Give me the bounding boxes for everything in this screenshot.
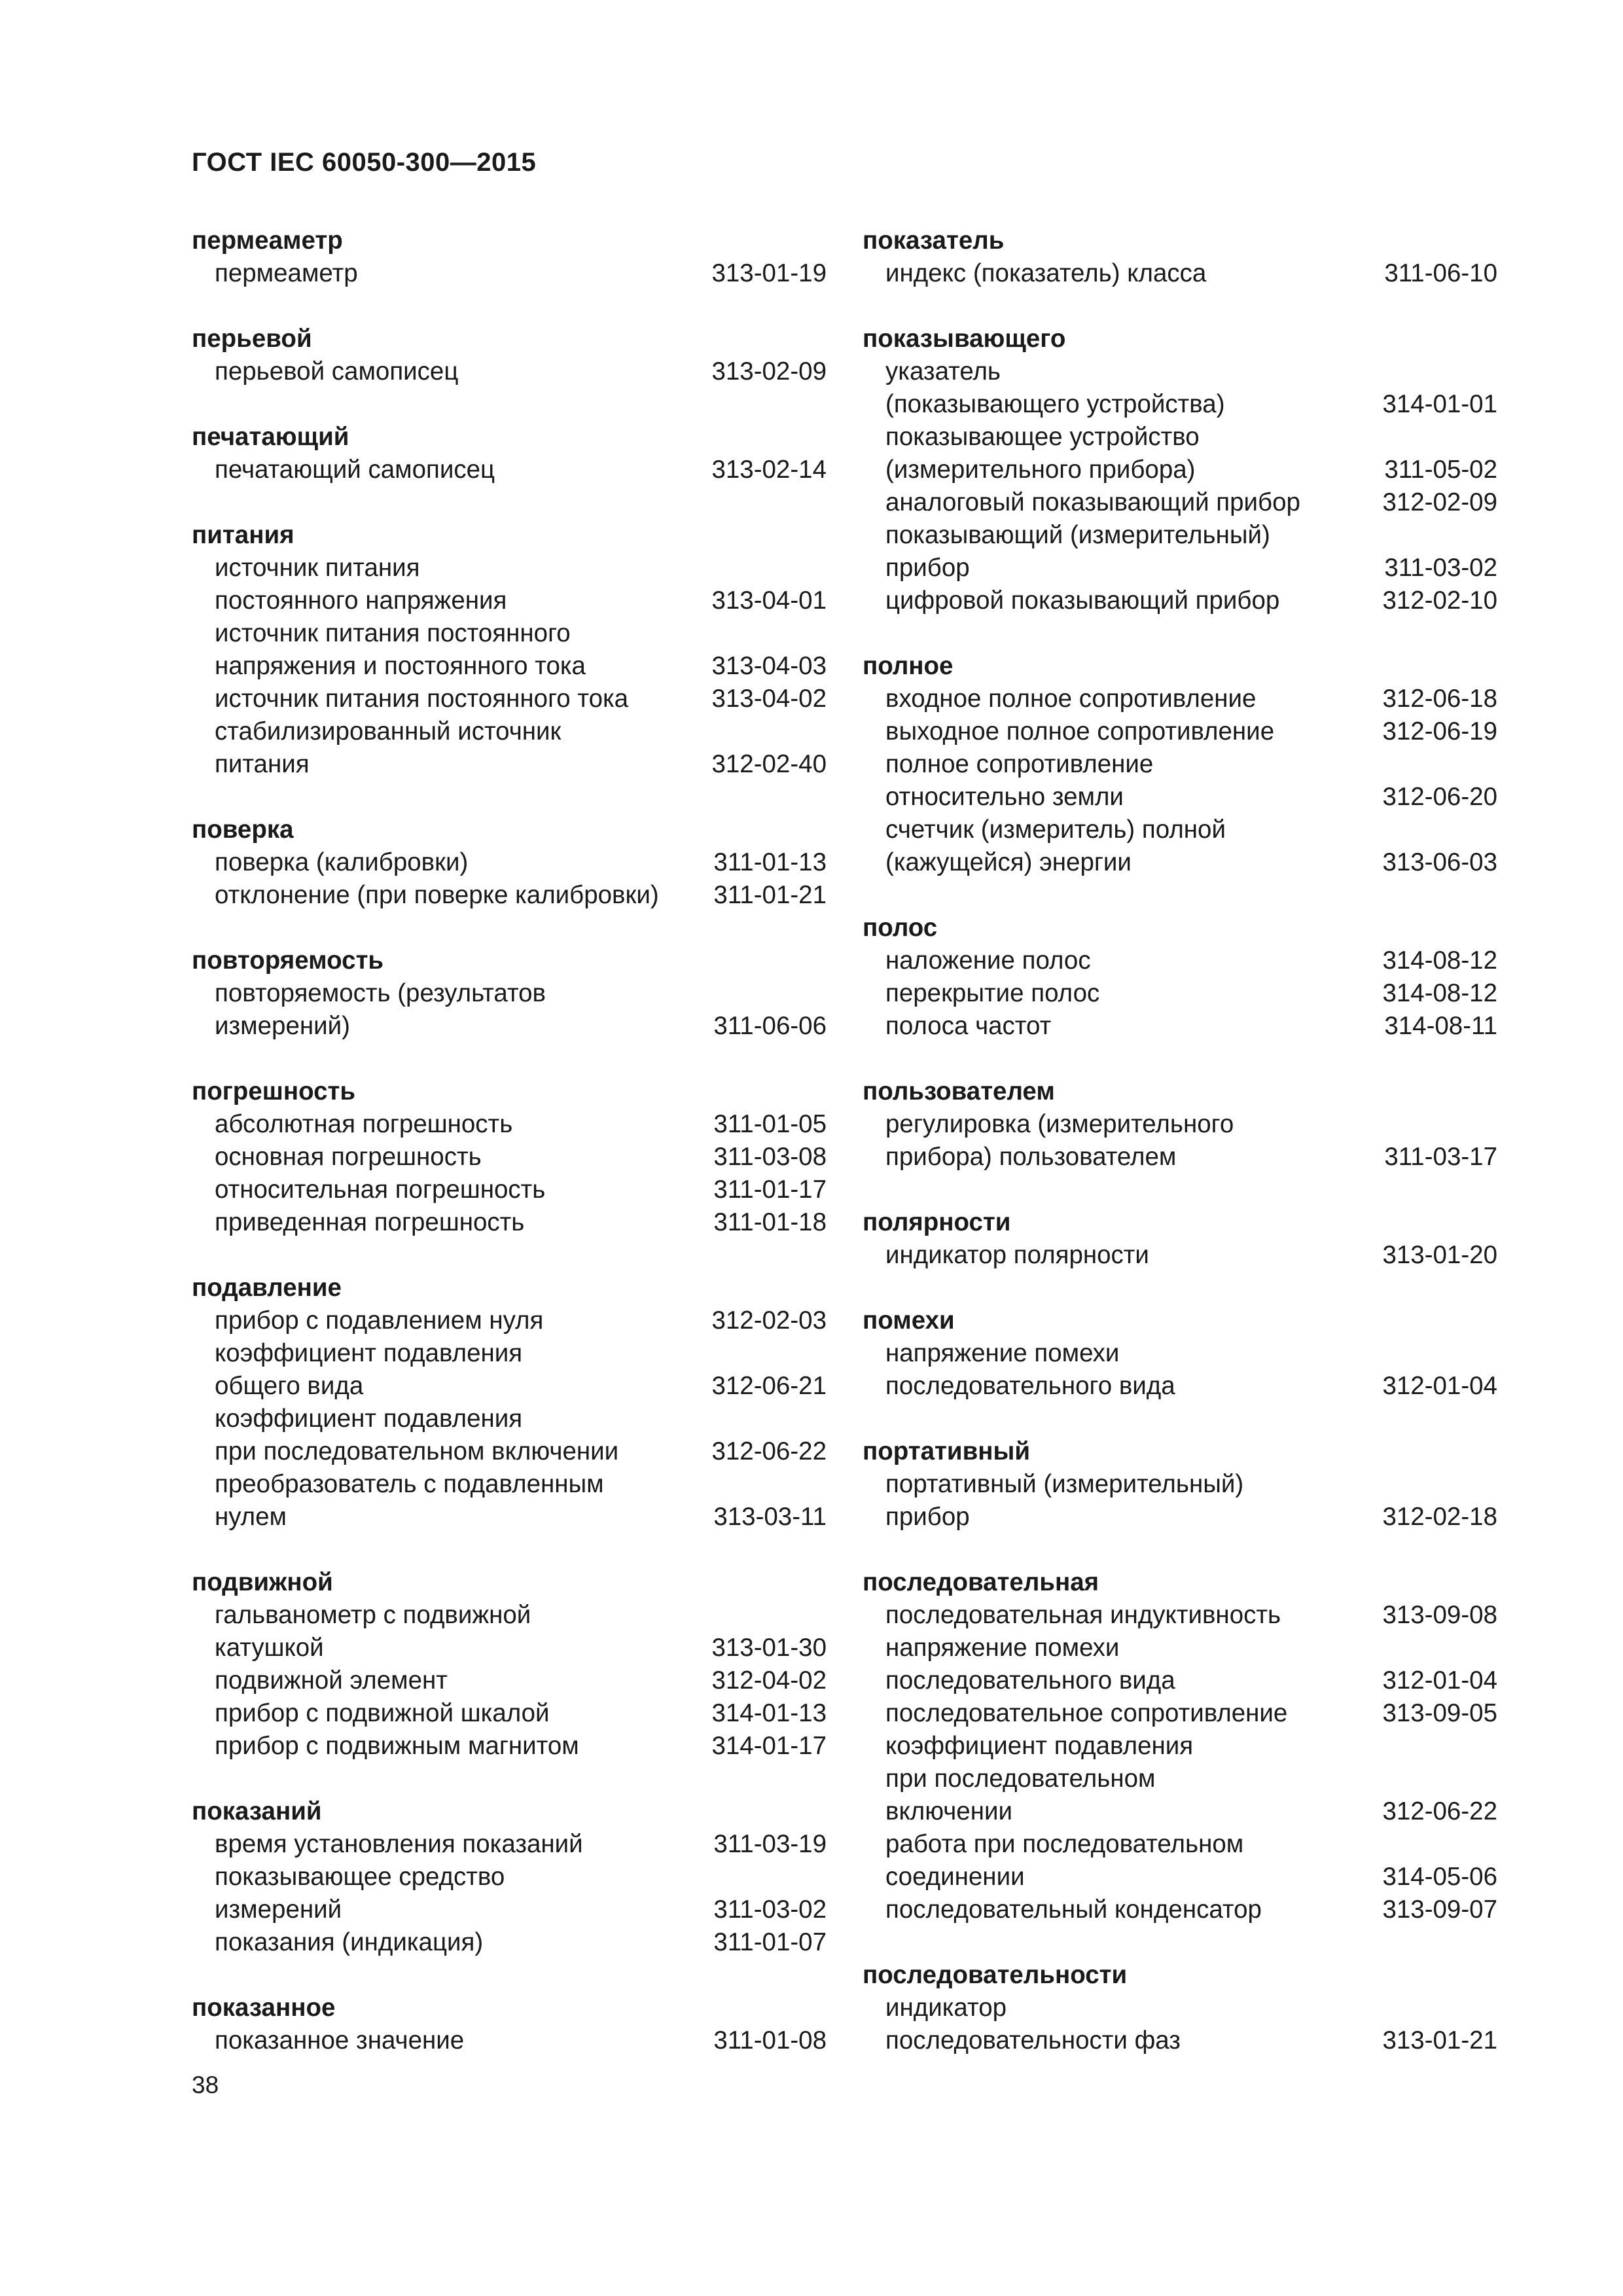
entry-term bbox=[192, 683, 705, 715]
index-group bbox=[192, 1795, 827, 1959]
group-heading: подвижной bbox=[192, 1568, 333, 1596]
index-entry bbox=[863, 748, 1497, 814]
entry-term bbox=[192, 1304, 705, 1337]
entry-term bbox=[192, 1206, 705, 1239]
index-entry bbox=[863, 1010, 1497, 1043]
index-group bbox=[192, 224, 827, 290]
term-line: прибора) пользователем bbox=[885, 1143, 1177, 1171]
index-group bbox=[863, 912, 1497, 1043]
term-line: коэффициент подавления bbox=[215, 1339, 523, 1367]
term-line: выходное полное сопротивление bbox=[885, 717, 1275, 745]
group-heading: пермеаметр bbox=[192, 226, 343, 255]
entry-term bbox=[192, 454, 705, 486]
term-line: портативный (измерительный) bbox=[885, 1470, 1244, 1498]
term-line: напряжения и постоянного тока bbox=[215, 652, 586, 680]
term-line: наложение полос bbox=[885, 946, 1091, 975]
entry-code: 313-04-02 bbox=[711, 685, 827, 713]
entry-term bbox=[192, 846, 705, 879]
entry-code: 311-01-13 bbox=[713, 848, 827, 876]
term-line: источник питания постоянного bbox=[215, 619, 571, 647]
index-column-left bbox=[192, 224, 827, 2090]
index-entry bbox=[863, 421, 1497, 486]
index-group bbox=[863, 1959, 1497, 2057]
term-line: показывающее устройство bbox=[885, 423, 1200, 451]
entry-code: 313-01-20 bbox=[1382, 1241, 1497, 1269]
entry-term bbox=[863, 814, 1376, 879]
entry-code: 312-06-20 bbox=[1382, 783, 1497, 811]
entry-term bbox=[192, 1403, 705, 1468]
entry-code: 312-02-40 bbox=[711, 750, 827, 778]
entry-code: 314-01-13 bbox=[711, 1699, 827, 1727]
entry-code: 312-04-02 bbox=[711, 1666, 827, 1695]
entry-term bbox=[192, 1828, 705, 1861]
index-group bbox=[863, 1304, 1497, 1403]
entry-code: 313-06-03 bbox=[1382, 848, 1497, 876]
index-entry bbox=[192, 1403, 827, 1468]
term-line: при последовательном bbox=[885, 1765, 1156, 1793]
term-line: включении bbox=[885, 1797, 1012, 1825]
index-entry bbox=[192, 683, 827, 715]
term-line: абсолютная погрешность bbox=[215, 1110, 513, 1138]
index-entry bbox=[863, 715, 1497, 748]
term-line: индикатор bbox=[885, 1994, 1007, 2022]
group-heading: пользователем bbox=[863, 1077, 1055, 1105]
term-line: последовательная индуктивность bbox=[885, 1601, 1281, 1629]
term-line: показанное значение bbox=[215, 2026, 465, 2054]
index-entry bbox=[863, 1337, 1497, 1403]
entry-code: 311-01-08 bbox=[713, 2026, 827, 2054]
entry-term bbox=[192, 1174, 705, 1206]
term-line: индекс (показатель) класса bbox=[885, 259, 1207, 287]
group-heading: полное bbox=[863, 652, 954, 680]
index-entry bbox=[192, 1664, 827, 1697]
entry-term bbox=[192, 2024, 705, 2057]
index-group bbox=[192, 944, 827, 1043]
index-entry bbox=[192, 715, 827, 781]
entry-code: 313-01-19 bbox=[711, 259, 827, 287]
index-entry bbox=[863, 486, 1497, 519]
term-line: измерений bbox=[215, 1895, 342, 1924]
entry-code: 312-06-19 bbox=[1382, 717, 1497, 745]
term-line: полоса частот bbox=[885, 1012, 1052, 1040]
index-entry bbox=[192, 1108, 827, 1141]
term-line: прибор с подвижной шкалой bbox=[215, 1699, 550, 1727]
term-line: последовательного вида bbox=[885, 1666, 1175, 1695]
group-heading: показывающего bbox=[863, 325, 1066, 353]
index-entry bbox=[192, 1697, 827, 1730]
index-entry bbox=[863, 1828, 1497, 1893]
index-group bbox=[192, 1075, 827, 1239]
entry-code: 311-01-17 bbox=[713, 1175, 827, 1204]
term-line: общего вида bbox=[215, 1372, 364, 1400]
entry-term bbox=[192, 1141, 705, 1174]
index-entry bbox=[192, 1468, 827, 1534]
index-group bbox=[863, 224, 1497, 290]
term-line: источник питания bbox=[215, 554, 420, 582]
term-line: печатающий самописец bbox=[215, 456, 495, 484]
entry-code: 311-03-08 bbox=[713, 1143, 827, 1171]
entry-term bbox=[863, 355, 1376, 421]
term-line: относительно земли bbox=[885, 783, 1124, 811]
entry-term bbox=[192, 1697, 705, 1730]
entry-code: 314-08-12 bbox=[1382, 946, 1497, 975]
entry-code: 311-05-02 bbox=[1384, 456, 1497, 484]
entry-code: 313-09-08 bbox=[1382, 1601, 1497, 1629]
term-line: прибор bbox=[885, 554, 970, 582]
group-heading: показатель bbox=[863, 226, 1005, 255]
term-line: относительная погрешность bbox=[215, 1175, 546, 1204]
entry-code: 312-02-03 bbox=[711, 1306, 827, 1335]
index-group bbox=[192, 814, 827, 912]
term-line: коэффициент подавления bbox=[885, 1732, 1194, 1760]
entry-term bbox=[863, 748, 1376, 814]
term-line: счетчик (измеритель) полной bbox=[885, 816, 1226, 844]
entry-term bbox=[192, 977, 705, 1043]
entry-code: 312-06-22 bbox=[1382, 1797, 1497, 1825]
group-heading: печатающий bbox=[192, 423, 349, 451]
term-line: входное полное сопротивление bbox=[885, 685, 1257, 713]
group-heading: питания bbox=[192, 521, 294, 549]
term-line: гальванометр с подвижной bbox=[215, 1601, 531, 1629]
term-line: поверка (калибровки) bbox=[215, 848, 469, 876]
index-entry bbox=[863, 814, 1497, 879]
index-entry bbox=[863, 519, 1497, 584]
index-entry bbox=[192, 617, 827, 683]
entry-code: 314-01-17 bbox=[711, 1732, 827, 1760]
entry-code: 313-09-07 bbox=[1382, 1895, 1497, 1924]
index-group bbox=[863, 1075, 1497, 1174]
term-line: источник питания постоянного тока bbox=[215, 685, 629, 713]
entry-code: 314-05-06 bbox=[1382, 1863, 1497, 1891]
entry-code: 312-01-04 bbox=[1382, 1666, 1497, 1695]
term-line: полное сопротивление bbox=[885, 750, 1154, 778]
group-heading: помехи bbox=[863, 1306, 955, 1335]
term-line: последовательный конденсатор bbox=[885, 1895, 1262, 1924]
term-line: индикатор полярности bbox=[885, 1241, 1149, 1269]
index-entry bbox=[192, 846, 827, 879]
term-line: нулем bbox=[215, 1503, 287, 1531]
index-group bbox=[863, 1435, 1497, 1534]
entry-code: 314-08-12 bbox=[1382, 979, 1497, 1007]
index-entry bbox=[863, 1599, 1497, 1632]
entry-term bbox=[863, 421, 1376, 486]
term-line: стабилизированный источник bbox=[215, 717, 562, 745]
term-line: последовательного вида bbox=[885, 1372, 1175, 1400]
entry-term bbox=[863, 1599, 1376, 1632]
entry-term bbox=[863, 944, 1376, 977]
entry-code: 314-01-01 bbox=[1382, 390, 1497, 418]
entry-code: 311-03-19 bbox=[713, 1830, 827, 1858]
index-entry bbox=[863, 1632, 1497, 1697]
index-entry bbox=[863, 355, 1497, 421]
entry-term bbox=[192, 1861, 705, 1926]
entry-code: 313-01-21 bbox=[1382, 2026, 1497, 2054]
entry-term bbox=[863, 1893, 1376, 1926]
document-header: ГОСТ IEC 60050-300—2015 bbox=[192, 148, 537, 177]
entry-code: 313-04-03 bbox=[711, 652, 827, 680]
entry-term bbox=[863, 519, 1376, 584]
index-entry bbox=[863, 683, 1497, 715]
entry-term bbox=[192, 552, 705, 617]
entry-code: 311-01-21 bbox=[713, 881, 827, 909]
term-line: напряжение помехи bbox=[885, 1634, 1120, 1662]
index-entry bbox=[863, 1239, 1497, 1272]
entry-term bbox=[863, 1468, 1376, 1534]
entry-term bbox=[192, 1468, 705, 1534]
entry-term bbox=[863, 1239, 1376, 1272]
index-entry bbox=[192, 1599, 827, 1664]
entry-term bbox=[863, 1337, 1376, 1403]
index-group bbox=[192, 1566, 827, 1763]
entry-term bbox=[192, 1337, 705, 1403]
entry-code: 312-06-21 bbox=[711, 1372, 827, 1400]
index-entry bbox=[192, 879, 827, 912]
entry-term bbox=[863, 1632, 1376, 1697]
entry-code: 313-02-09 bbox=[711, 357, 827, 386]
entry-term bbox=[863, 1697, 1376, 1730]
index-group bbox=[863, 1566, 1497, 1926]
index-group bbox=[192, 421, 827, 486]
term-line: показания (индикация) bbox=[215, 1928, 484, 1956]
term-line: последовательное сопротивление bbox=[885, 1699, 1288, 1727]
index-entry bbox=[863, 257, 1497, 290]
term-line: показывающий (измерительный) bbox=[885, 521, 1270, 549]
index-entry bbox=[192, 552, 827, 617]
index-entry bbox=[192, 257, 827, 290]
term-line: указатель bbox=[885, 357, 1001, 386]
term-line: регулировка (измерительного bbox=[885, 1110, 1234, 1138]
entry-code: 311-01-05 bbox=[713, 1110, 827, 1138]
entry-code: 312-06-18 bbox=[1382, 685, 1497, 713]
entry-term bbox=[192, 617, 705, 683]
index-entry bbox=[192, 1337, 827, 1403]
index-group bbox=[192, 519, 827, 781]
group-heading: погрешность bbox=[192, 1077, 356, 1105]
entry-term bbox=[192, 1926, 705, 1959]
term-line: показывающее средство bbox=[215, 1863, 505, 1891]
entry-code: 312-01-04 bbox=[1382, 1372, 1497, 1400]
entry-term bbox=[863, 683, 1376, 715]
term-line: (показывающего устройства) bbox=[885, 390, 1225, 418]
group-heading: портативный bbox=[863, 1437, 1031, 1465]
term-line: перекрытие полос bbox=[885, 979, 1100, 1007]
index-entry bbox=[192, 2024, 827, 2057]
term-line: пермеаметр bbox=[215, 259, 358, 287]
group-heading: повторяемость bbox=[192, 946, 384, 975]
index-group bbox=[863, 650, 1497, 879]
index-entry bbox=[192, 355, 827, 388]
term-line: цифровой показывающий прибор bbox=[885, 586, 1280, 615]
entry-code: 311-01-18 bbox=[713, 1208, 827, 1236]
entry-term bbox=[863, 1730, 1376, 1828]
term-line: измерений) bbox=[215, 1012, 350, 1040]
entry-code: 313-09-05 bbox=[1382, 1699, 1497, 1727]
entry-term bbox=[192, 1664, 705, 1697]
term-line: приведенная погрешность bbox=[215, 1208, 525, 1236]
entry-code: 312-02-09 bbox=[1382, 488, 1497, 516]
index-entry bbox=[192, 1141, 827, 1174]
entry-term bbox=[863, 977, 1376, 1010]
term-line: повторяемость (результатов bbox=[215, 979, 546, 1007]
group-heading: перьевой bbox=[192, 325, 312, 353]
entry-code: 312-06-22 bbox=[711, 1437, 827, 1465]
entry-code: 313-04-01 bbox=[711, 586, 827, 615]
index-group bbox=[863, 323, 1497, 617]
index-entry bbox=[863, 1468, 1497, 1534]
group-heading: последовательности bbox=[863, 1961, 1128, 1989]
term-line: (кажущейся) энергии bbox=[885, 848, 1132, 876]
entry-code: 311-06-06 bbox=[713, 1012, 827, 1040]
index-entry bbox=[192, 1304, 827, 1337]
group-heading: поверка bbox=[192, 816, 294, 844]
entry-code: 311-01-07 bbox=[713, 1928, 827, 1956]
index-entry bbox=[192, 1174, 827, 1206]
entry-term bbox=[192, 257, 705, 290]
index-entry bbox=[192, 1861, 827, 1926]
term-line: время установления показаний bbox=[215, 1830, 583, 1858]
index-entry bbox=[192, 1730, 827, 1763]
entry-code: 314-08-11 bbox=[1384, 1012, 1497, 1040]
group-heading: полярности bbox=[863, 1208, 1011, 1236]
entry-code: 313-03-11 bbox=[713, 1503, 827, 1531]
entry-term bbox=[863, 1010, 1376, 1043]
term-line: коэффициент подавления bbox=[215, 1405, 523, 1433]
group-heading: подавление bbox=[192, 1274, 342, 1302]
page-number: 38 bbox=[192, 2072, 219, 2098]
group-heading: показаний bbox=[192, 1797, 322, 1825]
entry-term bbox=[192, 1108, 705, 1141]
entry-term bbox=[192, 1730, 705, 1763]
term-line: работа при последовательном bbox=[885, 1830, 1244, 1858]
index-group bbox=[863, 1206, 1497, 1272]
index-entry bbox=[192, 454, 827, 486]
index-entry bbox=[192, 1828, 827, 1861]
entry-term bbox=[863, 486, 1376, 519]
entry-term bbox=[863, 715, 1376, 748]
entry-term bbox=[863, 1992, 1376, 2057]
term-line: прибор bbox=[885, 1503, 970, 1531]
entry-term bbox=[192, 355, 705, 388]
term-line: катушкой bbox=[215, 1634, 324, 1662]
term-line: прибор с подавлением нуля bbox=[215, 1306, 544, 1335]
term-line: отклонение (при поверке калибровки) bbox=[215, 881, 659, 909]
term-line: при последовательном включении bbox=[215, 1437, 619, 1465]
entry-code: 313-02-14 bbox=[711, 456, 827, 484]
entry-code: 313-01-30 bbox=[711, 1634, 827, 1662]
entry-term bbox=[192, 715, 705, 781]
index-entry bbox=[863, 1697, 1497, 1730]
term-line: основная погрешность bbox=[215, 1143, 482, 1171]
entry-code: 312-02-10 bbox=[1382, 586, 1497, 615]
index-group bbox=[192, 1272, 827, 1534]
term-line: питания bbox=[215, 750, 310, 778]
term-line: преобразователь с подавленным bbox=[215, 1470, 604, 1498]
index-group bbox=[192, 1992, 827, 2057]
term-line: (измерительного прибора) bbox=[885, 456, 1196, 484]
entry-term bbox=[863, 257, 1376, 290]
index-entry bbox=[863, 944, 1497, 977]
entry-code: 311-03-02 bbox=[1384, 554, 1497, 582]
entry-term bbox=[863, 1828, 1376, 1893]
entry-term bbox=[863, 584, 1376, 617]
term-line: последовательности фаз bbox=[885, 2026, 1181, 2054]
group-heading: последовательная bbox=[863, 1568, 1099, 1596]
group-heading: показанное bbox=[192, 1994, 336, 2022]
entry-term bbox=[192, 1599, 705, 1664]
group-heading: полос bbox=[863, 914, 938, 942]
entry-term bbox=[863, 1108, 1376, 1174]
index-entry bbox=[192, 977, 827, 1043]
term-line: аналоговый показывающий прибор bbox=[885, 488, 1300, 516]
entry-code: 311-03-02 bbox=[713, 1895, 827, 1924]
index-entry bbox=[192, 1206, 827, 1239]
index-entry bbox=[863, 1893, 1497, 1926]
entry-term bbox=[192, 879, 705, 912]
term-line: соединении bbox=[885, 1863, 1025, 1891]
index-group bbox=[192, 323, 827, 388]
entry-code: 311-06-10 bbox=[1384, 259, 1497, 287]
entry-code: 311-03-17 bbox=[1384, 1143, 1497, 1171]
index-column-right bbox=[863, 224, 1497, 2090]
index-entry bbox=[863, 1108, 1497, 1174]
term-line: прибор с подвижным магнитом bbox=[215, 1732, 579, 1760]
term-line: напряжение помехи bbox=[885, 1339, 1120, 1367]
entry-code: 312-02-18 bbox=[1382, 1503, 1497, 1531]
index-entry bbox=[863, 1992, 1497, 2057]
index-entry bbox=[863, 1730, 1497, 1828]
term-line: перьевой самописец bbox=[215, 357, 459, 386]
index-entry bbox=[192, 1926, 827, 1959]
term-line: подвижной элемент bbox=[215, 1666, 448, 1695]
index-entry bbox=[863, 977, 1497, 1010]
term-line: постоянного напряжения bbox=[215, 586, 507, 615]
index-entry bbox=[863, 584, 1497, 617]
